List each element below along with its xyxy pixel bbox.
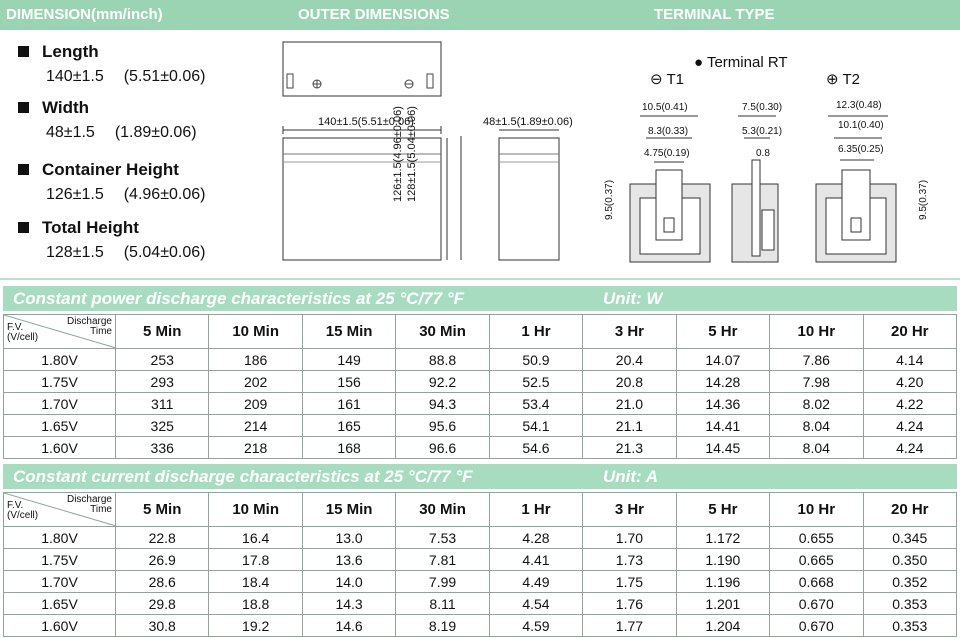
table-cell: 4.20 [863,371,957,393]
terminal-t2-label: ⊕ T2 [826,71,860,88]
table-cell: 0.350 [863,549,957,571]
outer-dimensions-title: OUTER DIMENSIONS [298,6,450,23]
table-cell: 0.670 [770,593,863,615]
table-cell: 336 [116,437,209,459]
table-row [4,437,957,459]
table-cell: 8.04 [770,415,863,437]
terminal-type-title: TERMINAL TYPE [654,6,775,23]
t1-dim-3: 4.75(0.19) [644,148,690,159]
table-cell: 8.11 [396,593,489,615]
table-corner-cell [4,493,116,527]
table-cell: 14.6 [302,615,395,637]
table-cell: 53.4 [489,393,582,415]
table-row [4,549,957,571]
column-header: 15 Min [302,493,395,527]
table-cell: 156 [302,371,395,393]
table-cell: 13.0 [302,527,395,549]
table-cell: 92.2 [396,371,489,393]
table-corner-cell [4,315,116,349]
power-table-title: Constant power discharge characteristics at 25 °C/77 °F [13,289,465,308]
table-cell: 14.07 [676,349,769,371]
bullet-icon [18,46,29,57]
mid-dim-1: 7.5(0.30) [742,102,783,113]
column-header: 20 Hr [863,315,957,349]
column-header: 30 Min [396,493,489,527]
corner-discharge-label: Discharge [66,494,112,505]
table-row [4,593,957,615]
table-cell: 4.24 [863,437,957,459]
table-cell: 209 [209,393,302,415]
table-cell: 30.8 [116,615,209,637]
t2-dim-2: 10.1(0.40) [838,120,884,131]
table-cell: 311 [116,393,209,415]
table-row [4,393,957,415]
table-cell: 214 [209,415,302,437]
dimension-mm: 128±1.5 [46,244,104,261]
table-cell: 14.36 [676,393,769,415]
table-cell: 14.0 [302,571,395,593]
table-cell: 161 [302,393,395,415]
table-cell: 218 [209,437,302,459]
corner-fv-label: F.V. (V/cell) [7,322,39,343]
table-cell: 1.190 [676,549,769,571]
table-cell: 20.8 [583,371,676,393]
column-header: 10 Hr [770,315,863,349]
bullet-icon [18,102,29,113]
table-cell: 21.0 [583,393,676,415]
table-cell: 29.8 [116,593,209,615]
row-voltage-label: 1.65V [4,593,116,615]
t2-dim-1: 12.3(0.48) [836,100,882,111]
table-header-row [4,315,957,349]
dimension-title: DIMENSION(mm/inch) [6,6,163,23]
table-cell: 16.4 [209,527,302,549]
table-cell: 17.8 [209,549,302,571]
dimension-label: Total Height [42,218,139,237]
table-cell: 52.5 [489,371,582,393]
row-voltage-label: 1.80V [4,527,116,549]
table-cell: 4.59 [489,615,582,637]
table-cell: 1.196 [676,571,769,593]
table-cell: 88.8 [396,349,489,371]
table-cell: 14.3 [302,593,395,615]
row-voltage-label: 1.75V [4,371,116,393]
table-header-row [4,493,957,527]
plus-circle-icon: ⊕ [826,71,839,88]
row-voltage-label: 1.70V [4,393,116,415]
dimension-mm: 126±1.5 [46,186,104,203]
table-cell: 1.77 [583,615,676,637]
table-cell: 95.6 [396,415,489,437]
table-cell: 28.6 [116,571,209,593]
column-header: 5 Min [116,493,209,527]
mid-dim-2: 5.3(0.21) [742,126,783,137]
column-header: 5 Hr [676,493,769,527]
table-cell: 14.28 [676,371,769,393]
row-voltage-label: 1.80V [4,349,116,371]
table-cell: 1.75 [583,571,676,593]
table-cell: 54.6 [489,437,582,459]
column-header: 1 Hr [489,315,582,349]
minus-circle-icon: ⊖ [650,71,663,88]
terminal-drawing [610,90,920,270]
table-cell: 21.1 [583,415,676,437]
column-header: 1 Hr [489,493,582,527]
table-cell: 7.81 [396,549,489,571]
dimension-label: Length [42,42,99,61]
table-cell: 1.172 [676,527,769,549]
bullet-icon [18,164,29,175]
column-header: 10 Min [209,493,302,527]
row-voltage-label: 1.60V [4,615,116,637]
column-header: 5 Hr [676,315,769,349]
dimension-inch: (5.51±0.06) [123,68,206,85]
row-voltage-label: 1.65V [4,415,116,437]
table-cell: 0.668 [770,571,863,593]
table-cell: 96.6 [396,437,489,459]
table-cell: 94.3 [396,393,489,415]
dimension-total-height [18,218,205,262]
terminal-t1-drawing [630,116,710,262]
header-bar [0,0,960,30]
terminal-type-label: ● Terminal RT [694,54,788,71]
table-cell: 0.353 [863,593,957,615]
dimension-inch: (5.04±0.06) [123,244,206,261]
table-cell: 293 [116,371,209,393]
table-cell: 8.02 [770,393,863,415]
total-height-label: 128±1.5(5.04±0.06) [406,106,418,202]
table-cell: 7.99 [396,571,489,593]
table-cell: 186 [209,349,302,371]
column-header: 30 Min [396,315,489,349]
corner-discharge-label: Discharge [66,316,112,327]
table-cell: 26.9 [116,549,209,571]
table-cell: 4.14 [863,349,957,371]
table-row [4,527,957,549]
dimension-container-height [18,160,205,204]
terminal-t2-drawing [816,116,896,262]
table-cell: 21.3 [583,437,676,459]
table-cell: 7.86 [770,349,863,371]
table-row [4,349,957,371]
length-dimension-label: 140±1.5(5.51±0.06) [318,116,414,128]
dimension-length [18,42,205,86]
outer-dimensions-drawing [275,38,595,278]
dimension-inch: (4.96±0.06) [123,186,206,203]
terminal-side-drawing [732,116,778,262]
current-table-unit: Unit: A [603,467,659,486]
table-cell: 165 [302,415,395,437]
dimension-mm: 140±1.5 [46,68,104,85]
table-cell: 50.9 [489,349,582,371]
table-cell: 14.45 [676,437,769,459]
table-cell: 0.353 [863,615,957,637]
table-cell: 14.41 [676,415,769,437]
power-table-unit: Unit: W [603,289,663,308]
container-height-label: 126±1.5(4.96±0.06) [392,106,404,202]
dimension-width [18,98,197,142]
column-header: 3 Hr [583,315,676,349]
dimension-label: Container Height [42,160,179,179]
column-header: 3 Hr [583,493,676,527]
row-voltage-label: 1.75V [4,549,116,571]
t1-side-dim: 9.5(0.37) [604,179,615,220]
current-table-title-bar [3,464,957,489]
current-table-title: Constant current discharge characteristics at 25 °C/77 °F [13,467,473,486]
table-cell: 7.98 [770,371,863,393]
table-cell: 0.665 [770,549,863,571]
battery-front-view [283,126,461,260]
table-row [4,415,957,437]
table-cell: 1.73 [583,549,676,571]
table-cell: 4.54 [489,593,582,615]
column-header: 10 Min [209,315,302,349]
table-cell: 0.670 [770,615,863,637]
table-cell: 8.19 [396,615,489,637]
table-cell: 1.201 [676,593,769,615]
table-row [4,571,957,593]
dimensions-panel [0,30,960,280]
table-cell: 8.04 [770,437,863,459]
row-voltage-label: 1.60V [4,437,116,459]
table-cell: 22.8 [116,527,209,549]
bullet-icon [18,222,29,233]
corner-time-label: Time [90,326,112,337]
table-cell: 1.204 [676,615,769,637]
table-cell: 54.1 [489,415,582,437]
t2-side-dim: 9.5(0.37) [918,179,929,220]
power-discharge-table [3,314,957,459]
table-cell: 18.4 [209,571,302,593]
terminal-t1-label: ⊖ T1 [650,71,684,88]
mid-dim-3: 0.8 [756,148,770,159]
table-cell: 325 [116,415,209,437]
row-voltage-label: 1.70V [4,571,116,593]
dimension-mm: 48±1.5 [46,124,95,141]
dimension-label: Width [42,98,90,117]
battery-side-view [499,130,559,260]
t2-dim-3: 6.35(0.25) [838,144,884,155]
table-cell: 13.6 [302,549,395,571]
table-cell: 1.70 [583,527,676,549]
table-cell: 253 [116,349,209,371]
table-cell: 19.2 [209,615,302,637]
table-cell: 4.24 [863,415,957,437]
width-dimension-label: 48±1.5(1.89±0.06) [483,116,573,128]
table-row [4,615,957,637]
table-cell: 7.53 [396,527,489,549]
column-header: 5 Min [116,315,209,349]
t1-dim-2: 8.3(0.33) [648,126,689,137]
t1-dim-1: 10.5(0.41) [642,102,688,113]
corner-time-label: Time [90,504,112,515]
column-header: 10 Hr [770,493,863,527]
table-cell: 202 [209,371,302,393]
power-table-title-bar [3,286,957,311]
table-cell: 18.8 [209,593,302,615]
column-header: 20 Hr [863,493,957,527]
table-row [4,371,957,393]
table-cell: 4.49 [489,571,582,593]
column-header: 15 Min [302,315,395,349]
table-cell: 0.655 [770,527,863,549]
table-cell: 0.352 [863,571,957,593]
table-cell: 168 [302,437,395,459]
table-cell: 4.28 [489,527,582,549]
table-cell: 0.345 [863,527,957,549]
table-cell: 1.76 [583,593,676,615]
table-cell: 4.41 [489,549,582,571]
dimension-inch: (1.89±0.06) [114,124,197,141]
table-cell: 4.22 [863,393,957,415]
table-cell: 149 [302,349,395,371]
table-cell: 20.4 [583,349,676,371]
current-discharge-table [3,492,957,637]
corner-fv-label: F.V. (V/cell) [7,500,39,521]
